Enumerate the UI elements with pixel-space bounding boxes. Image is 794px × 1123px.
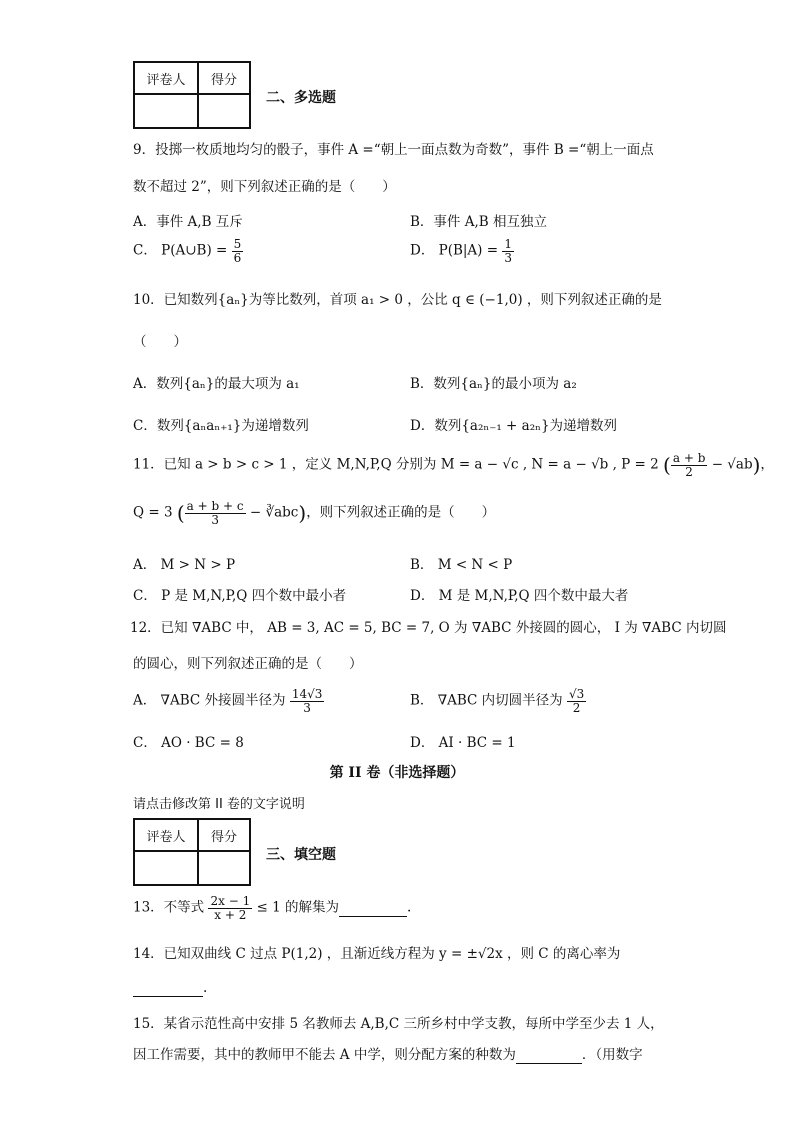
q11-line1-text: 11．已知 a > b > c > 1 ，定义 M,N,P,Q 分别为 M = a − √c , N = a − √b , P = 2 bbox=[133, 456, 659, 473]
q9-option-a: A．事件 A,B 互斥 bbox=[133, 214, 243, 230]
q9-line1: 9．投掷一枚质地均匀的骰子，事件 A =“朝上一面点数为奇数”，事件 B =“朝上一面点 bbox=[133, 142, 654, 158]
paren-open: ( bbox=[663, 453, 671, 478]
denominator: 3 bbox=[303, 700, 311, 715]
fraction bbox=[290, 688, 325, 714]
numerator: a + b + c bbox=[186, 499, 244, 513]
part-2-title: 第 II 卷（非选择题） bbox=[329, 765, 465, 781]
reviewer-label: 评卷人 bbox=[134, 819, 198, 851]
answer-blank[interactable] bbox=[133, 980, 203, 997]
numerator: 5 bbox=[233, 237, 242, 251]
q13 bbox=[133, 895, 411, 921]
numerator: 2x − 1 bbox=[210, 894, 251, 908]
q11-line2-q: Q = 3 bbox=[133, 504, 173, 521]
q11-line2 bbox=[133, 500, 495, 526]
section-title-fill-in: 三、填空题 bbox=[266, 847, 336, 863]
q11-option-c: C． P 是 M,N,P,Q 四个数中最小者 bbox=[133, 588, 347, 604]
numerator: 14√3 bbox=[291, 687, 323, 701]
denominator: x + 2 bbox=[214, 907, 247, 922]
q15-line1: 15．某省示范性高中安排 5 名教师去 A,B,C 三所乡村中学支教，每所中学至少去 1 人， bbox=[133, 1016, 664, 1032]
denominator: 2 bbox=[685, 464, 693, 479]
score-label: 得分 bbox=[198, 819, 250, 851]
part-2-note[interactable]: 请点击修改第 II 卷的文字说明 bbox=[133, 797, 305, 812]
answer-blank[interactable] bbox=[339, 900, 407, 917]
fraction bbox=[185, 500, 246, 526]
q9-option-c-text: C． P(A∪B) = bbox=[133, 242, 232, 259]
q9-option-b: B．事件 A,B 相互独立 bbox=[410, 214, 547, 230]
q12-option-b bbox=[410, 688, 586, 714]
q10-option-c: C．数列{aₙaₙ₊₁}为递增数列 bbox=[133, 418, 309, 434]
fraction bbox=[232, 238, 244, 264]
reviewer-cell[interactable] bbox=[134, 94, 198, 128]
section-title-multiple-choice: 二、多选题 bbox=[266, 90, 336, 106]
fraction bbox=[671, 452, 708, 478]
score-cell[interactable] bbox=[198, 94, 250, 128]
q10-line2: （ ） bbox=[133, 334, 187, 350]
denominator: 3 bbox=[211, 512, 219, 527]
q14-end: . bbox=[203, 980, 208, 996]
q9-line2: 数不超过 2”，则下列叙述正确的是（ ） bbox=[133, 179, 396, 195]
q11-line2-root: − ∛abc bbox=[249, 504, 299, 521]
q10-option-d: D．数列{a₂ₙ₋₁ + a₂ₙ}为递增数列 bbox=[410, 418, 618, 434]
q13-text: 13．不等式 bbox=[133, 899, 205, 916]
reviewer-cell[interactable] bbox=[134, 851, 198, 885]
paren-close: ) bbox=[752, 453, 761, 478]
q12-option-b-text: B． ∇ABC 内切圆半径为 bbox=[410, 692, 563, 709]
q10-option-b: B．数列{aₙ}的最小项为 a₂ bbox=[410, 376, 577, 392]
q15-line2-end: ．（用数字 bbox=[581, 1047, 643, 1063]
answer-blank[interactable] bbox=[516, 1047, 582, 1064]
score-label: 得分 bbox=[198, 62, 250, 94]
q9-option-d bbox=[410, 238, 514, 264]
denominator: 2 bbox=[572, 700, 581, 715]
q9-option-c bbox=[133, 238, 243, 264]
q12-line2: 的圆心，则下列叙述正确的是（ ） bbox=[133, 656, 363, 672]
q9-option-d-text: D． P(B|A) = bbox=[410, 242, 503, 259]
q12-option-d: D． AI · BC = 1 bbox=[410, 735, 516, 751]
score-box bbox=[133, 818, 251, 886]
q15-line2 bbox=[133, 1043, 643, 1064]
fraction bbox=[567, 688, 586, 714]
denominator: 6 bbox=[233, 250, 242, 265]
numerator: 1 bbox=[504, 237, 512, 251]
q14-line1: 14．已知双曲线 C 过点 P(1,2) ，且渐近线方程为 y = ±√2x ，则 C 的离心率为 bbox=[133, 946, 621, 962]
q11-option-a: A． M > N > P bbox=[133, 557, 236, 573]
q12-option-a-text: A． ∇ABC 外接圆半径为 bbox=[133, 692, 286, 709]
q13-end: . bbox=[407, 899, 412, 916]
denominator: 3 bbox=[504, 250, 512, 265]
q11-line1-tail: − √ab bbox=[711, 456, 753, 473]
fraction bbox=[208, 895, 252, 921]
q11-option-b: B． M < N < P bbox=[410, 557, 513, 573]
paren-close: ) bbox=[298, 501, 307, 526]
q14-line2 bbox=[133, 980, 207, 997]
q10-option-a: A．数列{aₙ}的最大项为 a₁ bbox=[133, 376, 300, 392]
q13-text-tail: ≤ 1 的解集为 bbox=[256, 899, 339, 916]
q11-line2-tail: ，则下列叙述正确的是（ ） bbox=[306, 504, 496, 521]
score-box bbox=[133, 61, 251, 129]
numerator: a + b bbox=[672, 451, 706, 465]
q15-line2-text: 因工作需要，其中的教师甲不能去 A 中学，则分配方案的种数为 bbox=[133, 1047, 516, 1063]
q12-option-c: C． AO · BC = 8 bbox=[133, 735, 244, 751]
q12-option-a bbox=[133, 688, 324, 714]
fraction bbox=[502, 238, 514, 264]
reviewer-label: 评卷人 bbox=[134, 62, 198, 94]
numerator: √3 bbox=[568, 687, 585, 701]
q11-option-d: D． M 是 M,N,P,Q 四个数中最大者 bbox=[410, 588, 629, 604]
q10-line1: 10．已知数列{aₙ}为等比数列，首项 a₁ > 0 ，公比 q ∈ (−1,0) ，则下列叙述正确的是 bbox=[133, 292, 662, 308]
score-cell[interactable] bbox=[198, 851, 250, 885]
paren-open: ( bbox=[176, 501, 185, 526]
q11-line1: 11．已知 a > b > c > 1 ，定义 M,N,P,Q 分别为 M = a − √c , N = a − √b , P = 2 ( $\frac{a + b}{2}$ − √ab)， bbox=[133, 451, 774, 479]
q12-line1: 12．已知 ∇ABC 中， AB = 3, AC = 5, BC = 7, O 为 ∇ABC 外接圆的圆心， I 为 ∇ABC 内切圆 bbox=[130, 620, 727, 636]
